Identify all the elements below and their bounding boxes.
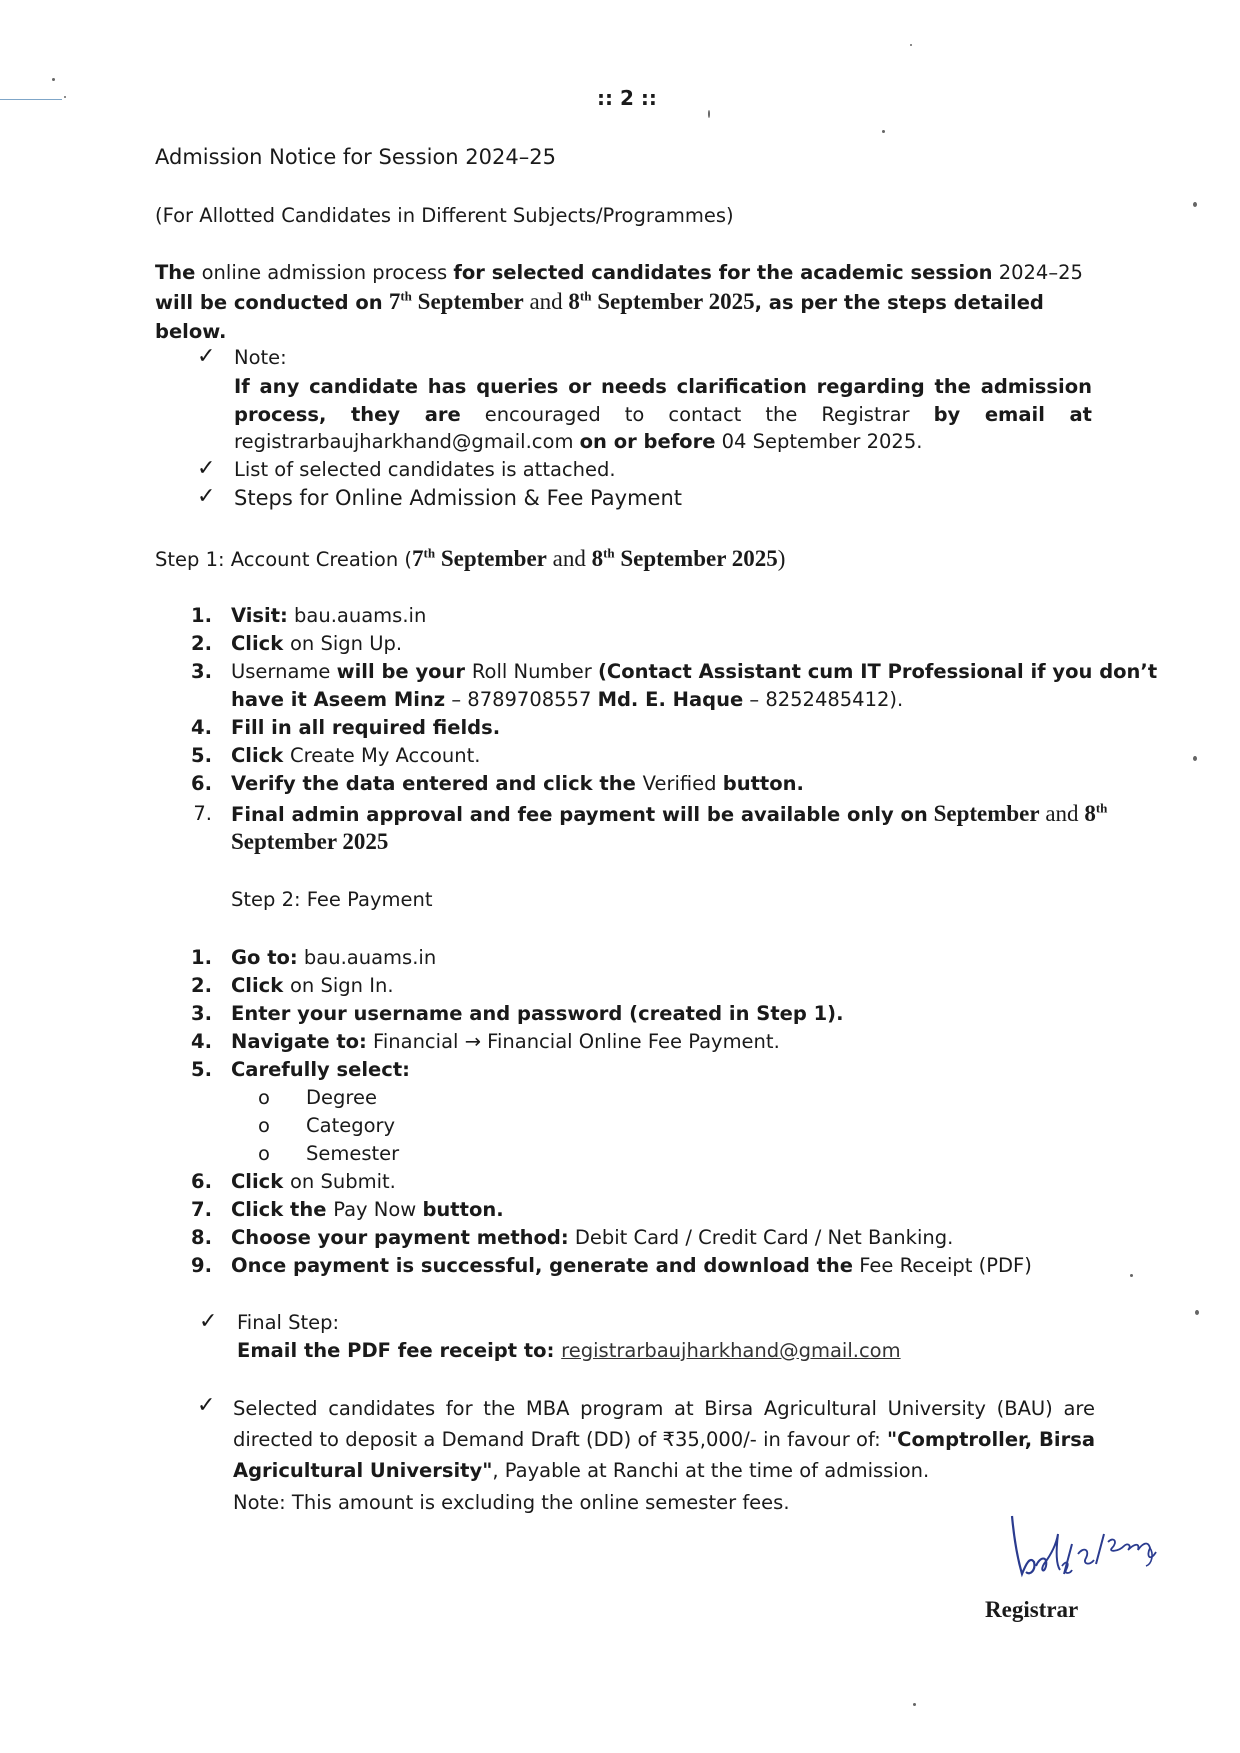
checkmark-icon: ✓ — [197, 1393, 216, 1418]
scan-speck — [1195, 1310, 1199, 1315]
list-number: 5. — [191, 1058, 212, 1081]
final-step-text: Email the PDF fee receipt to: registrarbaujharkhand@gmail.com — [237, 1339, 901, 1362]
list-item: Username will be your Roll Number (Contact Assistant cum IT Professional if you don’t — [231, 660, 1158, 683]
list-number: 7. — [193, 802, 212, 825]
list-number: 6. — [191, 1170, 212, 1193]
intro-paragraph — [155, 258, 1095, 346]
page-title: Admission Notice for Session 2024–25 — [155, 145, 556, 169]
intro-date: 7th September — [388, 288, 524, 314]
list-item: Verify the data entered and click the Verified button. — [231, 772, 804, 795]
list-number: 2. — [191, 632, 212, 655]
step1-heading: Step 1: Account Creation (7th September and 8th September 2025) — [155, 545, 786, 571]
intro-text: 2024–25 — [992, 261, 1083, 284]
list-number: 1. — [191, 604, 212, 627]
mba-paragraph: Selected candidates for the MBA program at Birsa Agricultural University (BAU) are directed to deposit a Demand Draft (DD) of ₹35,000/- in favour of: "Comptroller, Birsa Agricultural University", Payable at Ranchi at the time of admission. — [233, 1397, 1095, 1482]
list-number: 3. — [191, 660, 212, 683]
checkmark-icon: ✓ — [197, 456, 216, 481]
list-item: Go to: bau.auams.in — [231, 946, 437, 969]
checkmark-icon: ✓ — [197, 484, 216, 509]
list-item-continued: September 2025 — [231, 829, 389, 854]
scan-speck — [52, 78, 55, 81]
page-subtitle: (For Allotted Candidates in Different Subjects/Programmes) — [155, 204, 734, 227]
final-step-label: Final Step: — [237, 1311, 340, 1334]
note-text: on or before — [579, 430, 716, 453]
intro-text: The — [155, 261, 196, 284]
note-date: 04 September 2025. — [715, 430, 923, 453]
final-step-email: registrarbaujharkhand@gmail.com — [561, 1339, 901, 1362]
scan-mark — [0, 99, 62, 100]
sub-item: Semester — [306, 1142, 400, 1165]
list-item: Final admin approval and fee payment will be available only on September and 8th — [231, 800, 1108, 826]
intro-text: online admission process — [195, 261, 454, 284]
scan-speck — [64, 96, 66, 98]
list-number: 4. — [191, 716, 212, 739]
list-item: Enter your username and password (created in Step 1). — [231, 1002, 844, 1025]
scan-speck — [1193, 202, 1197, 207]
scan-speck — [882, 130, 885, 133]
note-text: encouraged to contact the Registrar — [460, 402, 934, 426]
scan-speck — [910, 44, 912, 46]
sub-item: Degree — [306, 1086, 377, 1109]
list-item: Click Create My Account. — [231, 744, 481, 767]
scan-speck — [1193, 756, 1197, 761]
note-text: If any candidate has queries or needs clarification regarding the admission process, they are — [234, 375, 1092, 426]
signature-scrawl — [1000, 1508, 1170, 1590]
list-item: Fill in all required fields. — [231, 716, 501, 739]
list-item: Visit: bau.auams.in — [231, 604, 427, 627]
mba-note: Note: This amount is excluding the online semester fees. — [233, 1491, 790, 1514]
checkmark-icon: ✓ — [197, 344, 216, 369]
note-email: registrarbaujharkhand@gmail.com — [234, 430, 580, 453]
list-number: 2. — [191, 974, 212, 997]
intro-text: will be conducted on — [155, 291, 383, 314]
page-number: :: 2 :: — [597, 86, 657, 110]
intro-and: and — [523, 289, 569, 314]
list-number: 6. — [191, 772, 212, 795]
note-text: by email at — [933, 402, 1092, 426]
list-item: Carefully select: — [231, 1058, 410, 1081]
list-number: 3. — [191, 1002, 212, 1025]
list-item: Click on Sign In. — [231, 974, 394, 997]
list-item: Click the Pay Now button. — [231, 1198, 504, 1221]
list-item: Once payment is successful, generate and download the Fee Receipt (PDF) — [231, 1254, 1032, 1277]
scan-speck — [1130, 1274, 1133, 1277]
list-item: Choose your payment method: Debit Card / Credit Card / Net Banking. — [231, 1226, 954, 1249]
list-attached-note: List of selected candidates is attached. — [234, 458, 616, 481]
step2-heading: Step 2: Fee Payment — [231, 888, 433, 911]
list-item: Click on Submit. — [231, 1170, 396, 1193]
list-item: Navigate to: Financial → Financial Online Fee Payment. — [231, 1030, 780, 1053]
checkmark-icon: ✓ — [199, 1309, 218, 1334]
note-paragraph — [234, 373, 1092, 456]
list-number: 7. — [191, 1198, 212, 1221]
list-number: 9. — [191, 1254, 212, 1277]
sub-bullet: o — [258, 1114, 270, 1137]
intro-text: for selected candidates for the academic session — [453, 261, 993, 284]
steps-heading: Steps for Online Admission & Fee Payment — [234, 486, 682, 510]
list-number: 8. — [191, 1226, 212, 1249]
scan-speck — [708, 110, 710, 118]
sub-bullet: o — [258, 1086, 270, 1109]
list-item-continued: have it Aseem Minz – 8789708557 Md. E. Haque – 8252485412). — [231, 688, 904, 711]
note-label: Note: — [234, 346, 287, 369]
list-number: 4. — [191, 1030, 212, 1053]
scan-speck — [913, 1703, 916, 1706]
signature-label: Registrar — [985, 1597, 1079, 1622]
list-item: Click on Sign Up. — [231, 632, 403, 655]
intro-date: 8th September 2025 — [568, 288, 755, 314]
intro-text: , as per the steps detailed below. — [155, 291, 1044, 343]
sub-bullet: o — [258, 1142, 270, 1165]
sub-item: Category — [306, 1114, 396, 1137]
list-number: 5. — [191, 744, 212, 767]
list-number: 1. — [191, 946, 212, 969]
